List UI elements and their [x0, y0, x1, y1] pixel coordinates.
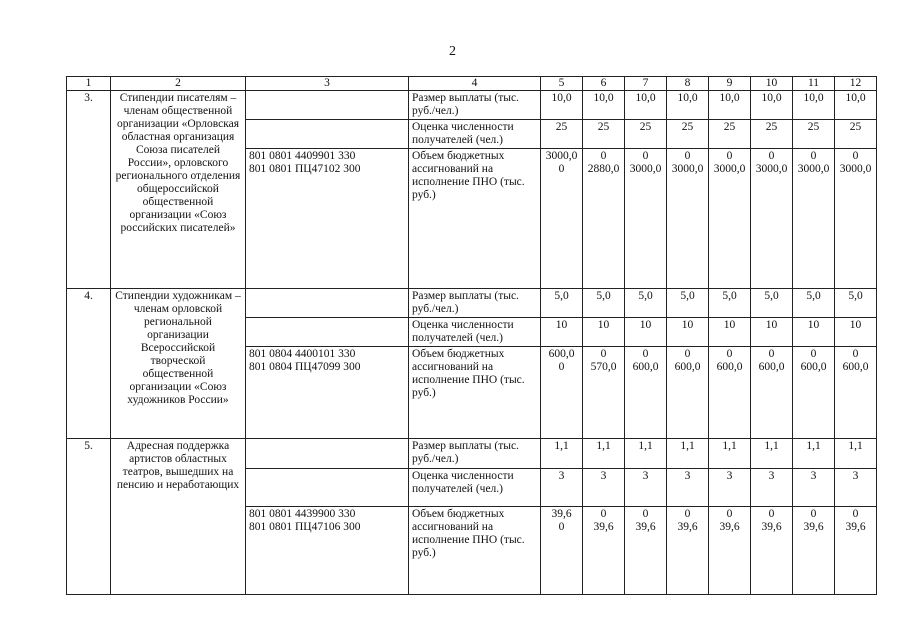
indicator-label: Объем бюджетных ассигнований на исполнение ПНО (тыс. руб.)	[409, 149, 541, 289]
value-cell	[541, 318, 583, 347]
value-cell	[541, 120, 583, 149]
budget-code-cell	[246, 469, 409, 507]
value-text: 1,1	[722, 440, 737, 452]
value-cell	[541, 439, 583, 469]
value-cell	[793, 120, 835, 149]
header-cell: 2	[111, 77, 246, 91]
value-text: 1,1	[680, 440, 695, 452]
value-cell	[583, 289, 625, 318]
budget-code-cell	[246, 289, 409, 318]
value-text: 3	[810, 470, 817, 482]
value-cell	[835, 149, 877, 289]
value-text: 1,1	[638, 440, 653, 452]
value-cell	[625, 149, 667, 289]
value-cell	[625, 469, 667, 507]
value-text: 3	[684, 470, 691, 482]
value-cell	[751, 289, 793, 318]
value-cell	[541, 469, 583, 507]
value-cell	[583, 507, 625, 595]
value-text: 1,1	[554, 440, 569, 452]
value-cell	[751, 439, 793, 469]
value-cell	[583, 120, 625, 149]
header-cell: 9	[709, 77, 751, 91]
indicator-label: Оценка численности получателей (чел.)	[409, 318, 541, 347]
value-text: 39,6 0	[551, 508, 572, 533]
value-text: 0 600,0	[758, 348, 785, 373]
value-text: 0 600,0	[800, 348, 827, 373]
value-cell	[835, 469, 877, 507]
indicator-label: Оценка численности получателей (чел.)	[409, 469, 541, 507]
value-text: 10	[681, 319, 694, 331]
value-cell	[625, 347, 667, 439]
value-cell	[667, 469, 709, 507]
budget-code-cell	[246, 318, 409, 347]
value-text: 3000,0 0	[545, 150, 578, 175]
value-cell	[751, 507, 793, 595]
value-cell	[541, 91, 583, 120]
value-text: 0 39,6	[635, 508, 656, 533]
value-cell	[625, 91, 667, 120]
budget-code-cell	[246, 439, 409, 469]
value-cell	[709, 91, 751, 120]
indicator-label: Объем бюджетных ассигнований на исполнение ПНО (тыс. руб.)	[409, 507, 541, 595]
value-cell	[667, 289, 709, 318]
value-text: 3	[852, 470, 859, 482]
value-cell	[583, 439, 625, 469]
value-text: 0 3000,0	[671, 150, 704, 175]
value-cell	[793, 347, 835, 439]
value-cell	[583, 91, 625, 120]
row-number: 4.	[67, 289, 111, 439]
value-text: 10	[597, 319, 610, 331]
value-text: 5,0	[722, 290, 737, 302]
indicator-label: Размер выплаты (тыс. руб./чел.)	[409, 439, 541, 469]
value-cell	[835, 347, 877, 439]
value-cell	[709, 120, 751, 149]
value-text: 0 39,6	[719, 508, 740, 533]
value-cell	[667, 91, 709, 120]
value-cell	[835, 91, 877, 120]
value-text: 10	[723, 319, 736, 331]
header-cell: 6	[583, 77, 625, 91]
value-text: 1,1	[764, 440, 779, 452]
value-text: 0 39,6	[803, 508, 824, 533]
value-cell	[793, 318, 835, 347]
value-text: 0 600,0	[842, 348, 869, 373]
header-cell: 12	[835, 77, 877, 91]
value-text: 0 39,6	[593, 508, 614, 533]
value-cell	[709, 289, 751, 318]
value-text: 25	[597, 121, 610, 133]
value-cell	[709, 347, 751, 439]
header-cell: 3	[246, 77, 409, 91]
value-text: 5,0	[638, 290, 653, 302]
value-cell	[667, 318, 709, 347]
value-text: 600,0 0	[548, 348, 575, 373]
value-cell	[583, 347, 625, 439]
value-text: 5,0	[596, 290, 611, 302]
budget-code-cell	[246, 149, 409, 289]
value-cell	[793, 289, 835, 318]
value-cell	[793, 439, 835, 469]
value-cell	[625, 120, 667, 149]
value-cell	[793, 149, 835, 289]
value-text: 5,0	[554, 290, 569, 302]
value-cell	[835, 318, 877, 347]
budget-code: 801 0801 ПЦ47106 300	[249, 521, 361, 533]
value-cell	[583, 318, 625, 347]
indicator-label: Объем бюджетных ассигнований на исполнение ПНО (тыс. руб.)	[409, 347, 541, 439]
value-cell	[751, 469, 793, 507]
value-cell	[541, 149, 583, 289]
value-cell	[835, 289, 877, 318]
value-cell	[793, 469, 835, 507]
value-cell	[751, 318, 793, 347]
value-text: 10	[765, 319, 778, 331]
budget-table	[66, 76, 877, 595]
value-cell	[835, 120, 877, 149]
value-text: 25	[765, 121, 778, 133]
value-text: 1,1	[596, 440, 611, 452]
value-cell	[751, 120, 793, 149]
table-row	[67, 439, 877, 469]
value-cell	[751, 347, 793, 439]
value-text: 10,0	[551, 92, 572, 104]
value-cell	[793, 91, 835, 120]
indicator-label: Оценка численности получателей (чел.)	[409, 120, 541, 149]
value-text: 25	[555, 121, 568, 133]
budget-code-cell	[246, 507, 409, 595]
indicator-label: Размер выплаты (тыс. руб./чел.)	[409, 289, 541, 318]
row-description: Стипендии писателям – членам общественной организации «Орловская областная организация Союза писателей России», орловского регионального отделения общероссийской общественной организации «Союз российских писателей»	[111, 91, 246, 289]
table-header-row	[67, 77, 877, 91]
value-text: 0 600,0	[674, 348, 701, 373]
budget-code-cell	[246, 347, 409, 439]
value-text: 25	[849, 121, 862, 133]
value-cell	[751, 149, 793, 289]
value-text: 0 600,0	[632, 348, 659, 373]
value-text: 0 2880,0	[587, 150, 620, 175]
value-text: 0 600,0	[716, 348, 743, 373]
value-text: 3	[558, 470, 565, 482]
value-text: 0 3000,0	[755, 150, 788, 175]
value-text: 1,1	[806, 440, 821, 452]
header-cell: 5	[541, 77, 583, 91]
value-cell	[625, 439, 667, 469]
value-text: 10,0	[593, 92, 614, 104]
value-cell	[541, 347, 583, 439]
budget-code-cell	[246, 120, 409, 149]
row-number: 5.	[67, 439, 111, 595]
value-cell	[625, 289, 667, 318]
value-text: 3	[768, 470, 775, 482]
value-text: 0 39,6	[761, 508, 782, 533]
value-cell	[625, 318, 667, 347]
value-text: 0 39,6	[677, 508, 698, 533]
value-cell	[793, 507, 835, 595]
page-number: 2	[449, 44, 456, 59]
value-text: 3	[600, 470, 607, 482]
header-cell: 1	[67, 77, 111, 91]
value-cell	[709, 507, 751, 595]
value-text: 10,0	[845, 92, 866, 104]
value-cell	[835, 507, 877, 595]
row-description: Стипендии художникам – членам орловской региональной организации Всероссийской творческой общественной организации «Союз художников России»	[111, 289, 246, 439]
indicator-label: Размер выплаты (тыс. руб./чел.)	[409, 91, 541, 120]
header-cell: 4	[409, 77, 541, 91]
value-text: 5,0	[764, 290, 779, 302]
header-cell: 8	[667, 77, 709, 91]
value-cell	[709, 318, 751, 347]
value-text: 10	[639, 319, 652, 331]
value-text: 25	[639, 121, 652, 133]
value-cell	[709, 149, 751, 289]
budget-code: 801 0801 4409901 330	[249, 150, 356, 162]
value-text: 0 3000,0	[713, 150, 746, 175]
value-text: 0 39,6	[845, 508, 866, 533]
row-description: Адресная поддержка артистов областных театров, вышедших на пенсию и неработающих	[111, 439, 246, 595]
value-text: 3	[726, 470, 733, 482]
value-cell	[667, 507, 709, 595]
value-text: 0 3000,0	[839, 150, 872, 175]
value-cell	[751, 91, 793, 120]
value-text: 10	[849, 319, 862, 331]
table-row	[67, 91, 877, 120]
header-cell: 7	[625, 77, 667, 91]
header-cell: 10	[751, 77, 793, 91]
value-cell	[709, 469, 751, 507]
value-text: 25	[807, 121, 820, 133]
value-text: 5,0	[806, 290, 821, 302]
value-text: 10	[555, 319, 568, 331]
value-text: 25	[681, 121, 694, 133]
value-cell	[709, 439, 751, 469]
value-text: 5,0	[680, 290, 695, 302]
value-cell	[667, 439, 709, 469]
value-cell	[583, 469, 625, 507]
table-row	[67, 289, 877, 318]
budget-code-cell	[246, 91, 409, 120]
value-text: 0 570,0	[590, 348, 617, 373]
value-text: 10,0	[719, 92, 740, 104]
row-number: 3.	[67, 91, 111, 289]
value-text: 0 3000,0	[797, 150, 830, 175]
value-cell	[583, 149, 625, 289]
value-text: 10	[807, 319, 820, 331]
value-cell	[625, 507, 667, 595]
value-text: 10,0	[677, 92, 698, 104]
budget-code: 801 0804 ПЦ47099 300	[249, 361, 361, 373]
value-cell	[667, 149, 709, 289]
value-cell	[835, 439, 877, 469]
value-cell	[667, 347, 709, 439]
value-cell	[541, 507, 583, 595]
budget-code: 801 0801 4439900 330	[249, 508, 356, 520]
value-text: 0 3000,0	[629, 150, 662, 175]
value-cell	[541, 289, 583, 318]
value-text: 25	[723, 121, 736, 133]
budget-code: 801 0804 4400101 330	[249, 348, 356, 360]
value-text: 10,0	[761, 92, 782, 104]
value-text: 10,0	[803, 92, 824, 104]
value-text: 1,1	[848, 440, 863, 452]
budget-code: 801 0801 ПЦ47102 300	[249, 163, 361, 175]
value-text: 10,0	[635, 92, 656, 104]
value-cell	[667, 120, 709, 149]
header-cell: 11	[793, 77, 835, 91]
value-text: 5,0	[848, 290, 863, 302]
value-text: 3	[642, 470, 649, 482]
